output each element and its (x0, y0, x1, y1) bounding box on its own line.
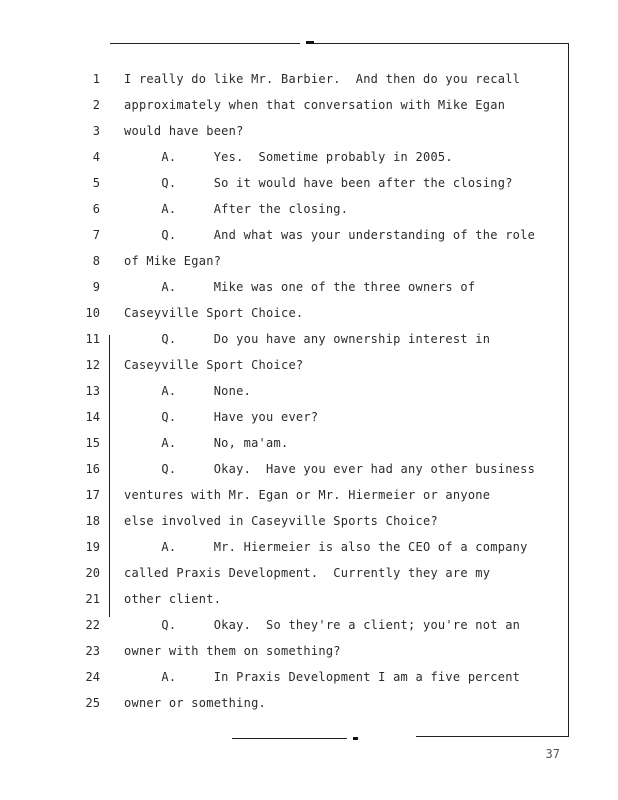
bottom-rule (232, 738, 347, 739)
bottom-rule-mark (353, 737, 358, 740)
line-number: 7 (92, 228, 100, 242)
line-text: A. In Praxis Development I am a five percent (124, 670, 521, 684)
line-number: 24 (85, 670, 100, 684)
line-number: 4 (92, 150, 100, 164)
line-text: A. Mr. Hiermeier is also the CEO of a company (124, 540, 528, 554)
line-number: 23 (85, 644, 100, 658)
line-text: A. Yes. Sometime probably in 2005. (124, 150, 453, 164)
line-number: 5 (92, 176, 100, 190)
line-text: Q. So it would have been after the closing? (124, 176, 513, 190)
line-number: 12 (85, 358, 100, 372)
line-number: 2 (92, 98, 100, 112)
page-number: 37 (545, 747, 560, 761)
line-text: owner with them on something? (124, 644, 341, 658)
line-text: else involved in Caseyville Sports Choice? (124, 514, 438, 528)
line-text: of Mike Egan? (124, 254, 222, 268)
line-number: 6 (92, 202, 100, 216)
line-text: called Praxis Development. Currently they are my (124, 566, 491, 580)
line-number: 8 (92, 254, 100, 268)
frame-right-edge (568, 43, 569, 736)
line-number: 14 (85, 410, 100, 424)
left-margin-line (109, 335, 110, 617)
top-rule (110, 43, 300, 44)
line-text: A. Mike was one of the three owners of (124, 280, 476, 294)
line-number: 20 (85, 566, 100, 580)
frame-bottom-edge (416, 736, 569, 737)
line-number: 25 (85, 696, 100, 710)
line-text: Q. Have you ever? (124, 410, 319, 424)
line-text: A. After the closing. (124, 202, 349, 216)
line-text: A. No, ma'am. (124, 436, 289, 450)
line-number: 16 (85, 462, 100, 476)
line-number: 3 (92, 124, 100, 138)
line-number: 15 (85, 436, 100, 450)
line-number: 13 (85, 384, 100, 398)
line-text: Q. Do you have any ownership interest in (124, 332, 491, 346)
line-text: Caseyville Sport Choice. (124, 306, 304, 320)
line-text: Caseyville Sport Choice? (124, 358, 304, 372)
line-text: ventures with Mr. Egan or Mr. Hiermeier or anyone (124, 488, 491, 502)
line-number: 22 (85, 618, 100, 632)
line-text: Q. And what was your understanding of the role (124, 228, 536, 242)
line-text: A. None. (124, 384, 252, 398)
line-number: 11 (85, 332, 100, 346)
line-text: Q. Okay. So they're a client; you're not an (124, 618, 521, 632)
line-text: approximately when that conversation with Mike Egan (124, 98, 506, 112)
line-number: 18 (85, 514, 100, 528)
line-number: 9 (92, 280, 100, 294)
line-number: 19 (85, 540, 100, 554)
frame-top-edge (314, 43, 569, 44)
line-number: 17 (85, 488, 100, 502)
line-text: would have been? (124, 124, 244, 138)
top-rule-mark (306, 41, 314, 44)
line-number: 21 (85, 592, 100, 606)
line-number: 10 (85, 306, 100, 320)
line-text: I really do like Mr. Barbier. And then do you recall (124, 72, 521, 86)
line-text: Q. Okay. Have you ever had any other business (124, 462, 536, 476)
line-text: owner or something. (124, 696, 267, 710)
line-number: 1 (92, 72, 100, 86)
line-text: other client. (124, 592, 222, 606)
